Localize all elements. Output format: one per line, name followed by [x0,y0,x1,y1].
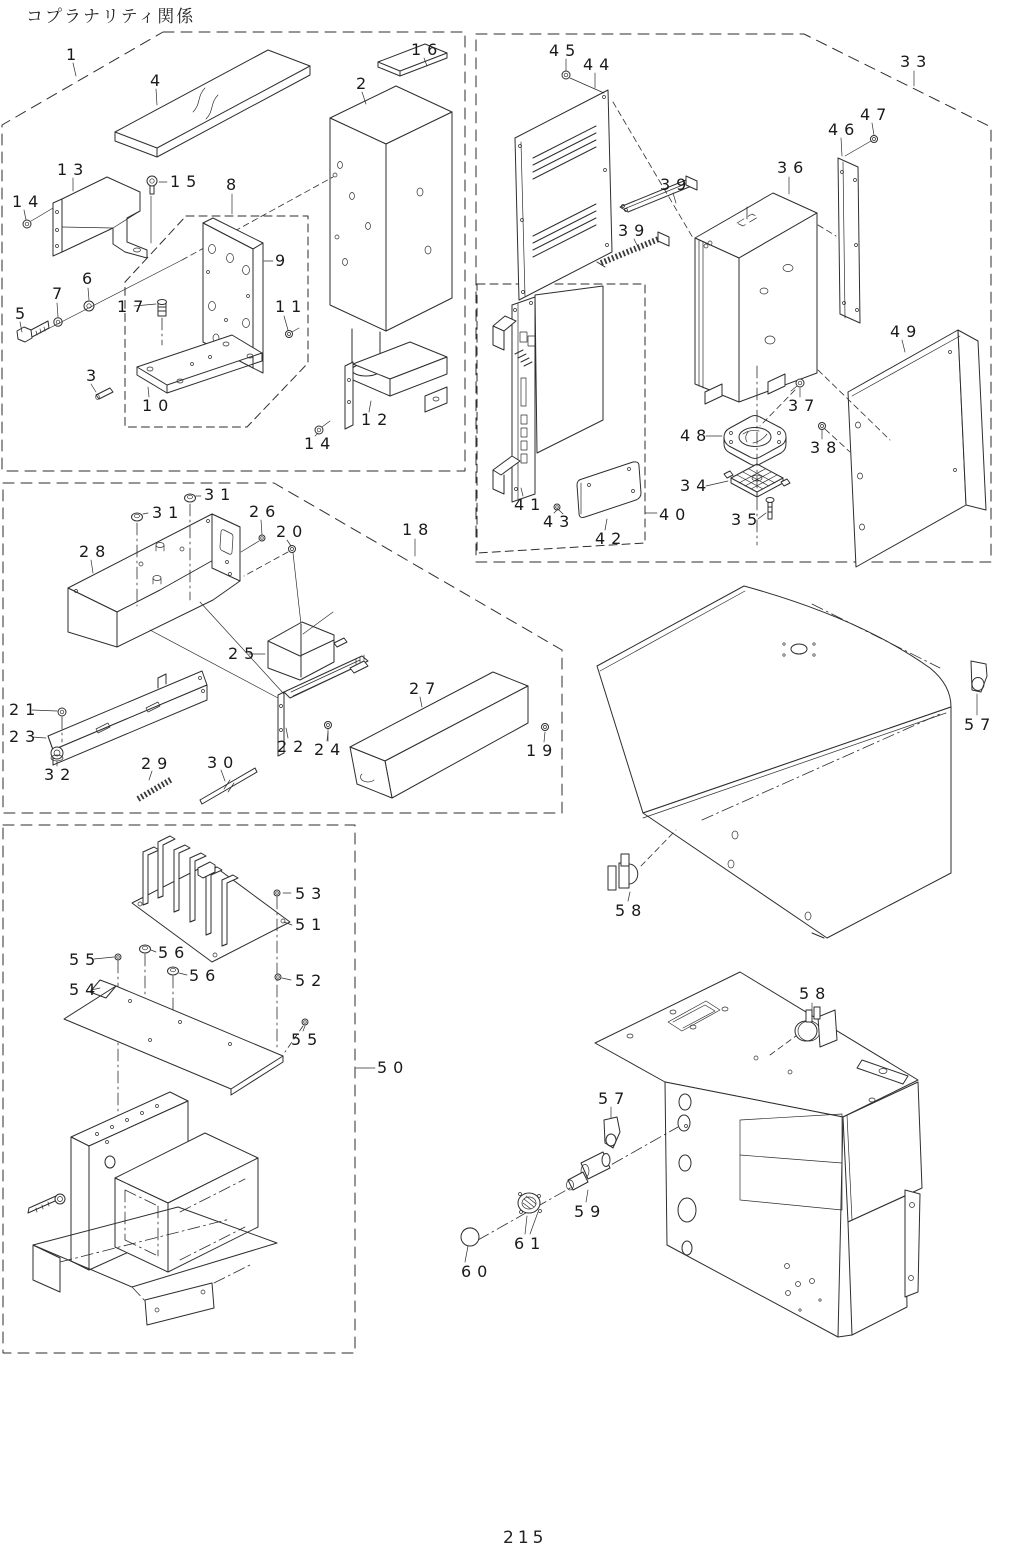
part-label-30: 30 [207,753,240,772]
part-label-4: 4 [150,71,167,90]
part-label-11: 11 [275,297,308,316]
part-label-38: 38 [810,438,843,457]
part-label-54: 54 [69,980,102,999]
part-label-23: 23 [9,727,42,746]
part-label-1: 1 [66,45,83,64]
part-label-61: 61 [514,1234,547,1253]
part-label-13: 13 [57,160,90,179]
part-label-58: 58 [615,901,648,920]
page-number: 215 [503,1528,548,1548]
part-label-41: 41 [514,495,547,514]
part-label-14: 14 [304,434,337,453]
part-label-9: 9 [275,251,292,270]
part-label-57: 57 [964,715,997,734]
part-label-55: 55 [69,950,102,969]
page-title: コプラナリティ関係 [26,7,196,27]
part-label-28: 28 [79,542,112,561]
part-label-33: 33 [900,52,933,71]
part-label-17: 17 [117,297,150,316]
part-label-48: 48 [680,426,713,445]
part-label-15: 15 [170,172,203,191]
part-label-51: 51 [295,915,328,934]
part-label-24: 24 [314,740,347,759]
part-label-12: 12 [361,410,394,429]
part-label-57: 57 [598,1089,631,1108]
part-label-6: 6 [82,269,99,288]
part-label-56: 56 [158,943,191,962]
part-label-16: 16 [411,40,444,59]
part-label-29: 29 [141,754,174,773]
part-label-25: 25 [228,644,261,663]
part-label-3: 3 [86,366,103,385]
part-label-40: 40 [659,505,692,524]
part-label-7: 7 [52,284,69,303]
part-label-31: 31 [152,503,185,522]
part-label-53: 53 [295,884,328,903]
part-label-31: 31 [204,485,237,504]
part-label-60: 60 [461,1262,494,1281]
part-label-55: 55 [291,1030,324,1049]
part-label-39: 39 [618,221,651,240]
part-label-27: 27 [409,679,442,698]
part-label-43: 43 [543,512,576,531]
part-label-58: 58 [799,984,832,1003]
part-label-34: 34 [680,476,713,495]
part-label-10: 10 [142,396,175,415]
part-label-42: 42 [595,529,628,548]
part-label-22: 22 [277,737,310,756]
part-label-45: 45 [549,41,582,60]
part-label-14: 14 [12,192,45,211]
part-label-56: 56 [189,966,222,985]
part-label-36: 36 [777,158,810,177]
part-label-20: 20 [276,522,309,541]
part-label-19: 19 [526,741,559,760]
part-label-8: 8 [226,175,243,194]
part-label-37: 37 [788,396,821,415]
part-label-59: 59 [574,1202,607,1221]
part-label-5: 5 [15,304,32,323]
part-label-50: 50 [377,1058,410,1077]
part-label-18: 18 [402,520,435,539]
part-label-26: 26 [249,502,282,521]
part-label-49: 49 [890,322,923,341]
part-label-39: 39 [660,175,693,194]
part-label-21: 21 [9,700,42,719]
part-label-35: 35 [731,510,764,529]
part-label-46: 46 [828,120,861,139]
part-label-32: 32 [44,765,77,784]
part-label-2: 2 [356,74,373,93]
part-label-52: 52 [295,971,328,990]
part-label-44: 44 [583,55,616,74]
part-label-47: 47 [860,105,893,124]
